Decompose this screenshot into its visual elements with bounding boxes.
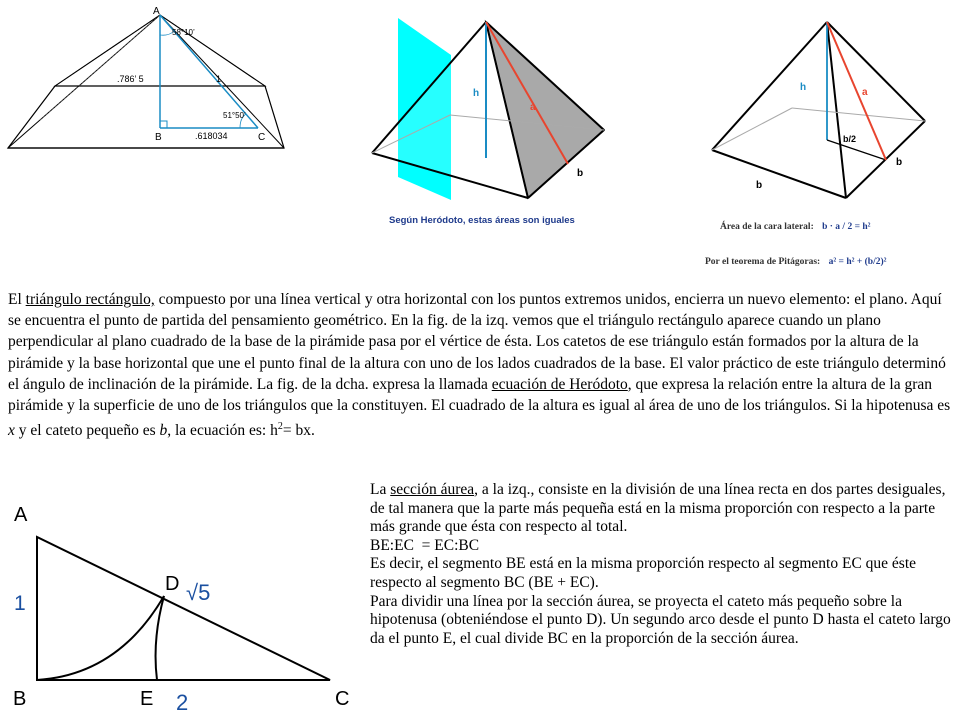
p2-construction: Para dividir una línea por la sección áurea, se proyecta el cateto más pequeño sobre la hipotenusa (obteniéndose el punto D). Un segundo arco desde el punto D hasta el cateto largo da el punto E, el cual divide BC en la proporción de la sección áurea. [370, 592, 951, 647]
paragraph-triangle [8, 289, 952, 442]
label-side-786: .786’ 5 [117, 74, 144, 84]
p1-var-b: b [159, 422, 168, 440]
formula-pythagoras-expr: a² = h² + (b/2)² [828, 257, 887, 267]
label-e: E [140, 688, 154, 710]
label-sqrt5: √5 [186, 580, 211, 605]
label-one: 1 [14, 592, 26, 615]
p1-text-4: y el cateto pequeño es [14, 422, 160, 440]
label-c: C [258, 132, 266, 143]
label-c: C [335, 688, 350, 710]
label-a: a [862, 87, 868, 98]
formula-pythagoras-label: Por el teorema de Pitágoras: [705, 257, 821, 267]
link-triangulo-rectangulo[interactable]: triángulo rectángulo, [25, 291, 155, 308]
golden-triangle [37, 537, 330, 680]
label-h: h [800, 82, 807, 93]
paragraph-golden-section [370, 481, 952, 648]
formula-lateral-area [720, 222, 871, 232]
label-a: A [153, 6, 160, 17]
herodotus-equation-figure [700, 10, 945, 210]
label-two: 2 [176, 690, 189, 715]
p1-text-1: El [8, 291, 26, 308]
label-a: a [530, 102, 536, 113]
label-b-half: b/2 [843, 134, 857, 144]
label-b-bottom: b [756, 180, 763, 191]
label-b: b [577, 168, 584, 179]
p1-text-5: , la ecuación es: h [167, 422, 278, 440]
formula-pythagoras [705, 257, 886, 267]
p2-intro [370, 481, 952, 537]
p1-sup-2: 2 [277, 421, 283, 433]
label-b: B [155, 132, 162, 143]
link-ecuacion-herodoto[interactable]: ecuación de Heródoto [491, 375, 628, 393]
arc-d-to-b [37, 596, 164, 680]
p2-explanation: Es decir, el segmento BE está en la misma proporción respecto al segmento EC que éste respecto al segmento BC (BE + EC). [370, 555, 917, 591]
p1-text-6: = bx. [282, 422, 315, 440]
label-side-618: .618034 [195, 131, 228, 141]
label-angle-c: 51°50’ [223, 111, 246, 120]
p2-proportion: BE:EC = EC:BC [370, 536, 480, 554]
p1-var-x: x [8, 422, 15, 440]
herodotus-pyramid-figure [360, 10, 610, 240]
label-b: B [13, 688, 27, 710]
p1-text-2: compuesto por una línea vertical y otra horizontal con los puntos extremos unidos, encierra un nuevo elemento: el plano. Aquí se encuentra el punto de partida del pensamiento geométrico. En la fig. de la izq. vemos que el triángulo rectángulo aparece cuando un plano perpendicular al plano cuadrado de la base de la pirámide pasa por el vértice de ésta. Los catetos de ese triángulo están formados por la altura de la pirámide y la base horizontal que une el punto final de la altura con uno de los lados cuadrados de la base. El valor práctico de este triángulo determinó el ángulo de inclinación de la pirámide. La fig. de la dcha. expresa la llamada [8, 291, 946, 393]
formula-lateral-label: Área de la cara lateral: [720, 222, 814, 232]
link-seccion-aurea[interactable]: sección áurea [390, 481, 475, 498]
formula-lateral-expr: b · a / 2 = h² [822, 222, 871, 232]
p2-text-2: , a la izq., consiste en la división de una línea recta en dos partes desiguales, de tal manera que la parte más pequeña está en la misma proporción con respecto a la parte más grande que ésta con respecto al total. [370, 481, 946, 536]
label-d: D [165, 573, 180, 595]
label-side-1: 1 [216, 74, 222, 84]
p2-text-1: La [370, 481, 391, 498]
p1-text-3: , que expresa la relación entre la altura de la gran pirámide y la superficie de uno de los triángulos que la constituyen. El cuadrado de la altura es igual al área de uno de los triángulos. Si la hipotenusa es [8, 375, 951, 415]
apothem-line [827, 22, 886, 160]
label-h: h [473, 88, 480, 99]
herodotus-caption: Según Heródoto, estas áreas son iguales [389, 215, 575, 226]
golden-section-figure [0, 490, 365, 720]
pyramid-triangle-figure [0, 0, 290, 160]
label-a: A [14, 504, 28, 526]
label-b-side: b [896, 157, 903, 168]
label-angle-top: 58°10’ [172, 28, 195, 37]
